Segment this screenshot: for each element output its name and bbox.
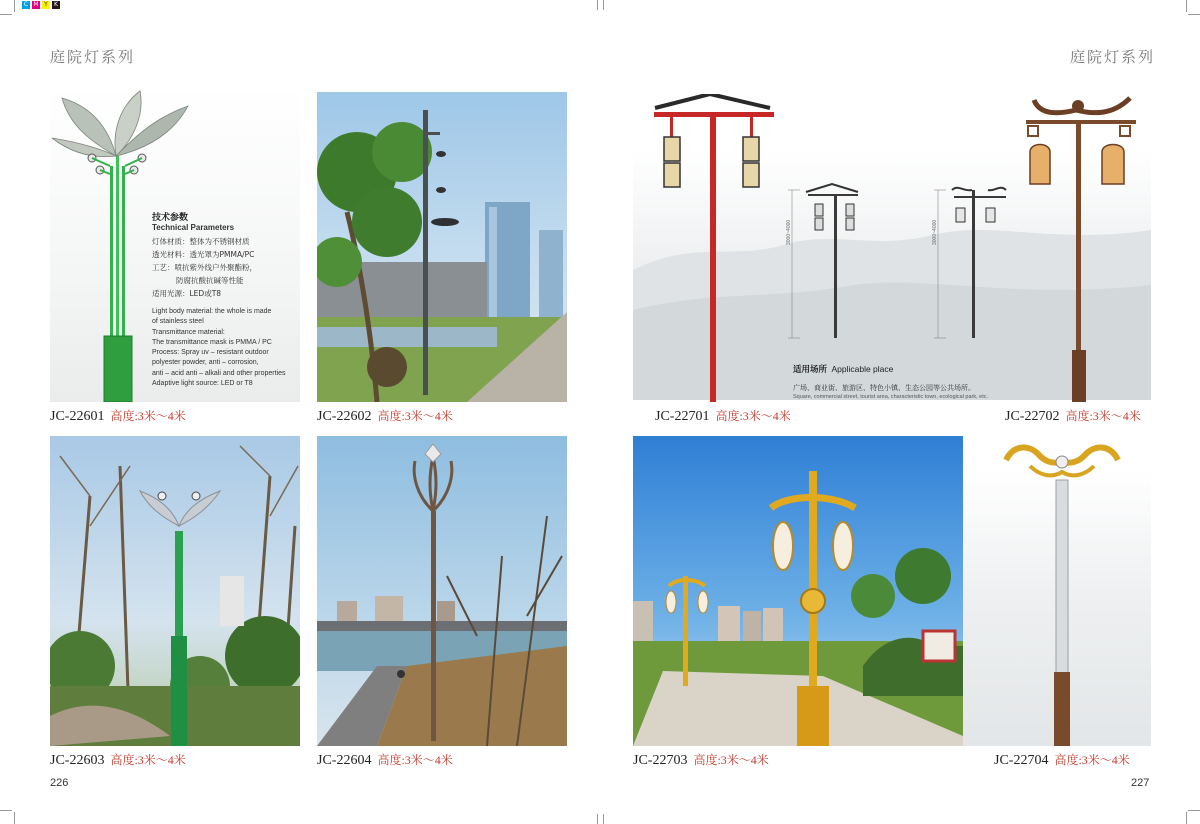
- product-code: JC-22601: [50, 409, 105, 424]
- photo-scene-22604: [317, 436, 567, 746]
- specs-en-line: of stainless steel: [152, 318, 204, 326]
- crop-mark: [603, 0, 604, 10]
- specs-en-line: Light body material: the whole is made: [152, 308, 272, 315]
- product-caption-22701: [655, 407, 791, 425]
- product-photo-22603: [50, 436, 300, 746]
- specs-en-line: Transmittance material:: [152, 328, 225, 336]
- product-caption-22603: [50, 751, 186, 769]
- product-code: JC-22602: [317, 409, 372, 424]
- product-code: JC-22704: [994, 753, 1049, 768]
- product-height: 高度:3米～4米: [1054, 753, 1130, 767]
- specs-zh-line: 适用光源：LED或T8: [152, 289, 222, 298]
- crop-mark: [1188, 810, 1200, 811]
- left-section-title: 庭院灯系列: [50, 48, 136, 66]
- specs-en-line: anti – acid anti – alkali and other properties: [152, 369, 286, 377]
- crop-mark: [1188, 14, 1200, 15]
- product-height: 高度:3米～4米: [377, 753, 453, 767]
- product-height: 高度:3米～4米: [110, 753, 186, 767]
- applicable-title-zh: 适用场所: [793, 365, 828, 375]
- applicable-text-en: Square, commercial street, tourist area, characteristic town, ecological park, etc.: [793, 394, 989, 400]
- specs-en-line: The transmittance mask is PMMA / PC: [152, 338, 272, 346]
- dimension-label: 3000~4000: [932, 219, 938, 245]
- lamp-drawing-22701: [650, 94, 780, 402]
- specs-title-zh: 技术参数: [152, 213, 189, 223]
- product-height: 高度:3米～4米: [1065, 409, 1141, 423]
- applicable-text-zh: 广场、商业街、旅游区、特色小镇、生态公园等公共场所。: [793, 384, 975, 392]
- product-photo-22703: [633, 436, 963, 746]
- specs-title-en: Technical Parameters: [152, 223, 235, 232]
- lamp-dimension-drawing-small-1: [788, 180, 868, 340]
- applicable-place-block: [793, 359, 1053, 400]
- crop-mark: [597, 0, 598, 10]
- photo-scene-22703: [633, 436, 963, 746]
- right-section-title: 庭院灯系列: [1070, 48, 1156, 66]
- specs-en-line: Adaptive light source: LED or T8: [152, 380, 253, 388]
- crop-mark: [1186, 0, 1187, 12]
- product-caption-22602: [317, 407, 453, 425]
- product-code: JC-22703: [633, 753, 688, 768]
- crop-mark: [0, 810, 12, 811]
- product-height: 高度:3米～4米: [377, 409, 453, 423]
- specs-zh-line: 灯体材质：整体为不锈钢材质: [152, 237, 250, 246]
- product-caption-22702: [1005, 407, 1141, 425]
- photo-scene-22602: [317, 92, 567, 402]
- specs-en-line: Process: Spray uv – resistant outdoor: [152, 349, 269, 357]
- cmyk-swatch-c: C: [23, 1, 29, 8]
- specs-zh-line: 透光材料：透光罩为PMMA/PC: [152, 250, 255, 259]
- product-photo-22604: [317, 436, 567, 746]
- product-code: JC-22603: [50, 753, 105, 768]
- product-code: JC-22604: [317, 753, 372, 768]
- product-caption-22601: [50, 407, 186, 425]
- lamp-dimension-drawing-small-2: [934, 180, 1014, 340]
- lamp-drawing-22702: [1020, 92, 1140, 402]
- technical-parameters-block: [152, 210, 302, 389]
- product-photo-22602: [317, 92, 567, 402]
- specs-zh-line: 工艺：喷抗紫外线户外聚酯粉，: [152, 263, 257, 272]
- crop-mark: [0, 14, 12, 15]
- crop-mark: [597, 814, 598, 824]
- cmyk-swatch-k: K: [52, 1, 60, 9]
- left-page-number: 226: [50, 777, 69, 789]
- product-height: 高度:3米～4米: [693, 753, 769, 767]
- photo-scene-22603: [50, 436, 300, 746]
- product-caption-22704: [994, 751, 1130, 769]
- specs-zh-line: 防腐抗酸抗碱等性能: [176, 276, 244, 285]
- specs-en-line: polyester powder, anti – corrosion,: [152, 359, 259, 367]
- dimension-label: 3000~4000: [786, 219, 792, 245]
- cmyk-color-bar: [22, 1, 60, 9]
- crop-mark: [14, 812, 15, 824]
- right-page-number: 227: [1131, 777, 1150, 789]
- product-height: 高度:3米～4米: [110, 409, 186, 423]
- product-code: JC-22701: [655, 409, 710, 424]
- product-height: 高度:3米～4米: [715, 409, 791, 423]
- product-caption-22604: [317, 751, 453, 769]
- crop-mark: [14, 0, 15, 12]
- crop-mark: [603, 814, 604, 824]
- applicable-title-en: Applicable place: [831, 364, 894, 374]
- cmyk-swatch-m: M: [33, 1, 39, 8]
- lamp-drawing-22704: [1000, 440, 1130, 746]
- product-caption-22703: [633, 751, 769, 769]
- product-code: JC-22702: [1005, 409, 1060, 424]
- crop-mark: [1186, 812, 1187, 824]
- cmyk-swatch-y: Y: [42, 1, 50, 9]
